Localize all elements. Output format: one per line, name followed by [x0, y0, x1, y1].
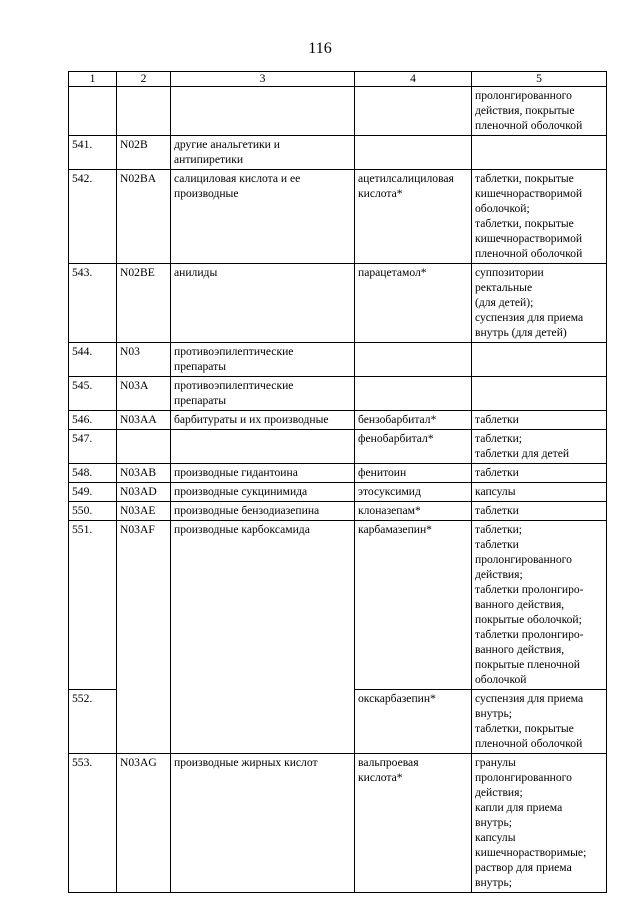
- substance-name: вальпроевая кислота*: [355, 754, 472, 893]
- col-header-2: 2: [117, 72, 171, 87]
- atc-code: N02B: [117, 136, 171, 170]
- col-header-1: 1: [69, 72, 117, 87]
- form-line: пролонгированного: [475, 89, 572, 102]
- group-name: [171, 87, 355, 136]
- table-row: [69, 754, 607, 893]
- atc-code: [117, 430, 171, 464]
- dosage-forms: [472, 343, 607, 377]
- dosage-forms: гранулы пролонгированного действия; капли для приема внутрь; капсулы кишечнорастворимые; раствор для приема внутрь;: [472, 754, 607, 893]
- group-name: производные гидантоина: [171, 464, 355, 483]
- table-row: [69, 430, 607, 464]
- row-number: 552.: [69, 690, 117, 754]
- table-row: [69, 411, 607, 430]
- row-number: 543.: [69, 264, 117, 343]
- atc-code: N03AA: [117, 411, 171, 430]
- header-row: [69, 72, 607, 87]
- dosage-forms: таблетки: [472, 502, 607, 521]
- row-number: 546.: [69, 411, 117, 430]
- atc-code: N02BA: [117, 170, 171, 264]
- row-number: 551.: [69, 521, 117, 690]
- group-name: производные жирных кислот: [171, 754, 355, 893]
- dosage-forms: таблетки; таблетки для детей: [472, 430, 607, 464]
- substance-name: фенитоин: [355, 464, 472, 483]
- dosage-forms: таблетки: [472, 411, 607, 430]
- dosage-forms: [472, 136, 607, 170]
- dosage-forms: суппозитории ректальные (для детей); суспензия для приема внутрь (для детей): [472, 264, 607, 343]
- substance-name: ацетилсалициловая кислота*: [355, 170, 472, 264]
- atc-code: N03AB: [117, 464, 171, 483]
- group-name: противоэпилептические препараты: [171, 343, 355, 377]
- group-name: другие анальгетики и антипиретики: [171, 136, 355, 170]
- table-row: [69, 521, 607, 690]
- table-row: [69, 264, 607, 343]
- substance-name: клоназепам*: [355, 502, 472, 521]
- dosage-forms: таблетки: [472, 464, 607, 483]
- substance-name: фенобарбитал*: [355, 430, 472, 464]
- medicines-table: [68, 71, 607, 893]
- substance-name: окскарбазепин*: [355, 690, 472, 754]
- atc-code: N03AD: [117, 483, 171, 502]
- row-number: 542.: [69, 170, 117, 264]
- group-name: салициловая кислота и ее производные: [171, 170, 355, 264]
- page-number: 116: [308, 40, 332, 57]
- row-number: 548.: [69, 464, 117, 483]
- row-number: 549.: [69, 483, 117, 502]
- col-header-4: 4: [355, 72, 472, 87]
- col-header-3: 3: [171, 72, 355, 87]
- table-row: [69, 343, 607, 377]
- atc-code: N02BE: [117, 264, 171, 343]
- substance-name: карбамазепин*: [355, 521, 472, 690]
- table-row: [69, 377, 607, 411]
- table-row: [69, 483, 607, 502]
- group-name: [171, 430, 355, 464]
- row-number: 541.: [69, 136, 117, 170]
- dosage-forms: суспензия для приема внутрь; таблетки, покрытые пленочной оболочкой: [472, 690, 607, 754]
- row-number: [69, 87, 117, 136]
- substance-name: парацетамол*: [355, 264, 472, 343]
- atc-code: N03AF: [117, 521, 171, 754]
- atc-code: N03A: [117, 377, 171, 411]
- row-number: 545.: [69, 377, 117, 411]
- group-name: противоэпилептические препараты: [171, 377, 355, 411]
- dosage-forms: таблетки; таблетки пролонгированного действия; таблетки пролонгиро- ванного действия, покрытые оболочкой; таблетки пролонгиро- ванного действия, покрытые пленочной оболочкой: [472, 521, 607, 690]
- group-name: анилиды: [171, 264, 355, 343]
- atc-code: N03AG: [117, 754, 171, 893]
- dosage-forms: [472, 377, 607, 411]
- group-name: производные карбоксамида: [171, 521, 355, 754]
- substance-name: этосуксимид: [355, 483, 472, 502]
- table-row: [69, 87, 607, 136]
- table-row: [69, 136, 607, 170]
- row-number: 547.: [69, 430, 117, 464]
- atc-code: [117, 87, 171, 136]
- group-name: барбитураты и их производные: [171, 411, 355, 430]
- substance-name: бензобарбитал*: [355, 411, 472, 430]
- form-line: действия, покрытые: [475, 104, 575, 117]
- dosage-forms: капсулы: [472, 483, 607, 502]
- atc-code: N03AE: [117, 502, 171, 521]
- table-row: [69, 502, 607, 521]
- row-number: 550.: [69, 502, 117, 521]
- group-name: производные бензодиазепина: [171, 502, 355, 521]
- substance-name: [355, 343, 472, 377]
- substance-name: [355, 377, 472, 411]
- substance-name: [355, 87, 472, 136]
- row-number: 553.: [69, 754, 117, 893]
- substance-name: [355, 136, 472, 170]
- dosage-forms: [472, 87, 607, 136]
- group-name: производные сукцинимида: [171, 483, 355, 502]
- atc-code: N03: [117, 343, 171, 377]
- row-number: 544.: [69, 343, 117, 377]
- dosage-forms: таблетки, покрытые кишечнорастворимой оболочкой; таблетки, покрытые кишечнорастворимой пленочной оболочкой: [472, 170, 607, 264]
- table-row: [69, 464, 607, 483]
- col-header-5: 5: [472, 72, 607, 87]
- form-line: пленочной оболочкой: [475, 119, 583, 132]
- table-row: [69, 170, 607, 264]
